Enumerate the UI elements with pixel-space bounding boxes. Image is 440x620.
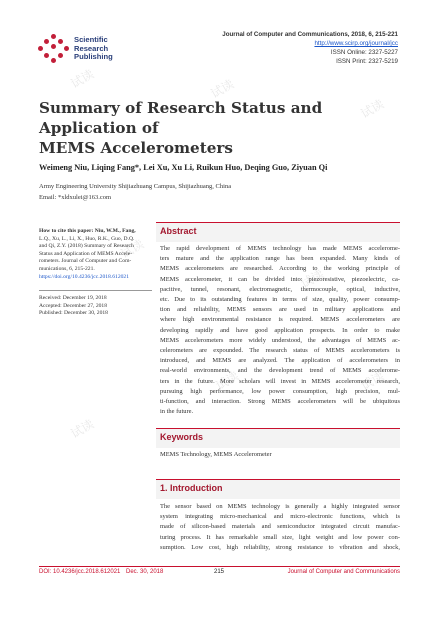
introduction-heading: 1. Introduction — [160, 483, 223, 493]
journal-info — [178, 30, 398, 66]
paper-title: Summary of Research Status and Application of MEMS Accelerometers — [39, 99, 323, 157]
watermark: 试读 — [68, 66, 97, 91]
affiliation: Army Engineering University Shijiazhuang Campus, Shijiazhuang, China Email: *xldxulei@163.com — [39, 181, 409, 203]
issn-online: ISSN Online: 2327-5227 — [330, 49, 398, 56]
published-date: Published: December 30, 2018 — [39, 310, 108, 317]
how-to-cite: How to cite this paper: Niu, W.M., Fang, L.Q., Xu, L., Li, X., Huo, R.K., Guo, D.Q. and Qi, Z.Y. (2018) Summary of Research Status and Application of MEMS Accele- rometers. Journal of Computer and Com- munications, 6, 215-221. https://doi.org/10.4236/jcc.2018.612021 — [39, 228, 154, 281]
watermark: 试读 — [298, 266, 327, 291]
accepted-date: Accepted: December 27, 2018 — [39, 302, 108, 309]
keywords-text: MEMS Technology, MEMS Accelerometer — [160, 451, 272, 458]
watermark: 试读 — [358, 96, 387, 121]
watermark: 试读 — [358, 368, 387, 393]
sidebar-divider — [39, 290, 152, 291]
watermark: 试读 — [208, 76, 237, 101]
journal-citation: Journal of Computer and Communications, 2018, 6, 215-221 — [222, 31, 398, 38]
watermark: 试读 — [118, 236, 147, 261]
received-date: Received: December 19, 2018 — [39, 295, 107, 301]
introduction-text: The sensor based on MEMS technology is generally a highly integrated sensor system integrating micro-mechanical and micro-electronic functions, which is made of silicon-based materials and semiconductor integrated circuit manufac- turing process. It has remarkable small size, light weight and low power con- sumption. Low cost, high reliability, strong resistance to vibration and shock, — [160, 503, 400, 551]
publisher-logo — [38, 34, 168, 64]
email: Email: *xldxulei@163.com — [39, 194, 112, 201]
watermark: 试读 — [68, 416, 97, 441]
footer-date: Dec. 30, 2018 — [126, 569, 164, 575]
author-list: Weimeng Niu, Liqing Fang*, Lei Xu, Xu Li, Ruikun Huo, Deqing Guo, Ziyuan Qi — [39, 163, 328, 172]
article-dates — [39, 295, 154, 318]
page-number: 215 — [214, 569, 225, 575]
footer-divider — [39, 566, 400, 567]
abstract-text: The rapid development of MEMS technology has made MEMS accelerome- ters mature and the application range has been expanded. Many kinds of MEMS accelerometers are researched. According to the working principle of MEMS accelerometer, it can be divided into: piezoresistive, piezoelectric, ca- pacitive, tunnel, resonant, electromagnetic, thermocouple, optical, inductive, etc. Due to its outstanding features in terms of size, quality, power consump- tion and reliability, MEMS sensors are used in military applications and where high environmental resistance is required. MEMS accelerometers are developing rapidly and have good application prospects. In order to make MEMS accelerometers more widely understood, the advantages of MEMS ac- celerometers are expounded. The research status of MEMS accelerometers is introduced, and MEMS are analyzed. The application of accelerometers in real-world environments, and the development trend of MEMS accelerome- ters in the future. More scholars will invest in MEMS accelerometer research, pursuing high performance, low power consumption, high precision, mul- ti-function, and interaction. Strong MEMS accelerometers will be ubiquitous in the future. — [160, 245, 400, 416]
footer-doi: DOI: 10.4236/jcc.2018.612021 — [39, 569, 121, 575]
footer-journal: Journal of Computer and Communications — [287, 569, 400, 575]
doi-link[interactable]: https://doi.org/10.4236/jcc.2018.612021 — [39, 273, 130, 280]
journal-url-link[interactable]: http://www.scirp.org/journal/jcc — [314, 40, 398, 47]
publisher-logo-icon — [38, 34, 70, 64]
watermark: 试读 — [213, 368, 242, 393]
issn-print: ISSN Print: 2327-5219 — [336, 58, 398, 65]
keywords-heading: Keywords — [160, 432, 204, 442]
publisher-name: Scientific Research Publishing — [74, 35, 113, 62]
abstract-heading: Abstract — [160, 226, 197, 236]
